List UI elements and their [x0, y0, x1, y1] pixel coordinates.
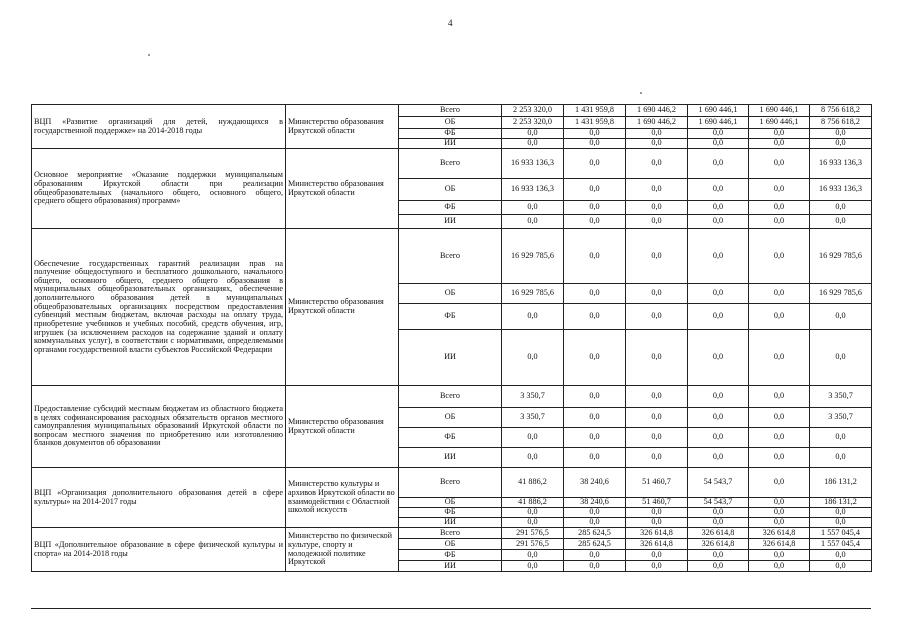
- funding-source: Всего: [399, 468, 502, 498]
- amount-cell: 0,0: [749, 448, 810, 468]
- funding-source: ИИ: [399, 561, 502, 572]
- table-row: [32, 468, 872, 498]
- amount-cell: 285 624,5: [564, 539, 626, 550]
- amount-cell: 0,0: [626, 386, 688, 408]
- amount-cell: 8 756 618,2: [810, 105, 872, 117]
- amount-cell: 1 690 446,1: [749, 105, 810, 117]
- amount-cell: 0,0: [688, 408, 749, 428]
- amount-cell: 16 929 785,6: [502, 284, 564, 304]
- amount-cell: 0,0: [626, 330, 688, 386]
- amount-cell: 0,0: [626, 179, 688, 201]
- funding-source: Всего: [399, 149, 502, 179]
- amount-cell: 41 886,2: [502, 498, 564, 508]
- amount-cell: 0,0: [749, 408, 810, 428]
- funding-source: ИИ: [399, 139, 502, 149]
- amount-cell: 0,0: [810, 330, 872, 386]
- amount-cell: 0,0: [688, 518, 749, 528]
- amount-cell: 0,0: [626, 284, 688, 304]
- amount-cell: 326 614,8: [626, 528, 688, 539]
- amount-cell: 16 933 136,3: [502, 149, 564, 179]
- amount-cell: 0,0: [626, 408, 688, 428]
- amount-cell: 0,0: [810, 428, 872, 448]
- amount-cell: 1 690 446,2: [626, 117, 688, 129]
- amount-cell: 0,0: [564, 408, 626, 428]
- funding-source: Всего: [399, 105, 502, 117]
- amount-cell: 0,0: [749, 518, 810, 528]
- amount-cell: 1 690 446,2: [626, 105, 688, 117]
- amount-cell: 0,0: [688, 386, 749, 408]
- amount-cell: 326 614,8: [626, 539, 688, 550]
- amount-cell: 0,0: [749, 149, 810, 179]
- responsible-ministry: Министерство культуры и архивов Иркутской области во взаимодействии с Областной школой искусств: [286, 468, 399, 528]
- amount-cell: 0,0: [688, 561, 749, 572]
- amount-cell: 0,0: [626, 508, 688, 518]
- amount-cell: 0,0: [749, 201, 810, 215]
- amount-cell: 326 614,8: [749, 528, 810, 539]
- amount-cell: 1 431 959,8: [564, 117, 626, 129]
- amount-cell: 0,0: [564, 561, 626, 572]
- amount-cell: 0,0: [810, 129, 872, 139]
- amount-cell: 1 431 959,8: [564, 105, 626, 117]
- amount-cell: 0,0: [564, 201, 626, 215]
- amount-cell: 0,0: [749, 139, 810, 149]
- amount-cell: 0,0: [749, 508, 810, 518]
- amount-cell: 3 350,7: [810, 408, 872, 428]
- amount-cell: 0,0: [810, 215, 872, 229]
- amount-cell: 0,0: [564, 129, 626, 139]
- amount-cell: 0,0: [502, 428, 564, 448]
- amount-cell: 0,0: [688, 139, 749, 149]
- amount-cell: 8 756 618,2: [810, 117, 872, 129]
- amount-cell: 38 240,6: [564, 468, 626, 498]
- funding-source: ОБ: [399, 539, 502, 550]
- amount-cell: 1 690 446,1: [688, 117, 749, 129]
- amount-cell: 1 690 446,1: [749, 117, 810, 129]
- amount-cell: 41 886,2: [502, 468, 564, 498]
- program-description: ВЦП «Развитие организаций для детей, нуждающихся в государственной поддержке» на 2014-2018 годы: [32, 105, 286, 149]
- funding-source: Всего: [399, 386, 502, 408]
- funding-source: ОБ: [399, 117, 502, 129]
- funding-source: Всего: [399, 528, 502, 539]
- amount-cell: 16 933 136,3: [810, 149, 872, 179]
- amount-cell: 0,0: [502, 561, 564, 572]
- amount-cell: 0,0: [564, 428, 626, 448]
- funding-source: ФБ: [399, 304, 502, 330]
- amount-cell: 291 576,5: [502, 539, 564, 550]
- funding-source: ФБ: [399, 550, 502, 561]
- amount-cell: 0,0: [626, 139, 688, 149]
- responsible-ministry: Министерство по физической культуре, спорту и молодежной политике Иркутской: [286, 528, 399, 572]
- amount-cell: 51 460,7: [626, 498, 688, 508]
- amount-cell: 0,0: [564, 448, 626, 468]
- program-description: Основное мероприятие «Оказание поддержки муниципальным образованиям Иркутской области при реализации общеобразовательных (начального общего, основного общего, среднего общего образования) программ»: [32, 149, 286, 229]
- amount-cell: 3 350,7: [810, 386, 872, 408]
- amount-cell: 0,0: [688, 284, 749, 304]
- funding-source: ФБ: [399, 508, 502, 518]
- amount-cell: 0,0: [564, 284, 626, 304]
- amount-cell: 186 131,2: [810, 498, 872, 508]
- amount-cell: 0,0: [626, 149, 688, 179]
- amount-cell: 0,0: [564, 550, 626, 561]
- amount-cell: 0,0: [564, 149, 626, 179]
- scan-speck: [640, 92, 642, 94]
- funding-source: Всего: [399, 229, 502, 284]
- funding-source: ОБ: [399, 284, 502, 304]
- bottom-rule: [31, 608, 871, 609]
- amount-cell: 51 460,7: [626, 468, 688, 498]
- amount-cell: 0,0: [502, 201, 564, 215]
- responsible-ministry: Министерство образования Иркутской области: [286, 149, 399, 229]
- amount-cell: 0,0: [564, 304, 626, 330]
- amount-cell: 0,0: [688, 508, 749, 518]
- amount-cell: 0,0: [626, 215, 688, 229]
- funding-source: ОБ: [399, 179, 502, 201]
- amount-cell: 0,0: [502, 139, 564, 149]
- program-description: Предоставление субсидий местным бюджетам из областного бюджета в целях софинансирования расходных обязательств органов местного самоуправления муниципальных образований Иркутской области по вопросам местного значения по приобретению или изготовлению бланков документов об образовании: [32, 386, 286, 468]
- funding-source: ФБ: [399, 129, 502, 139]
- responsible-ministry: Министерство образования Иркутской области: [286, 105, 399, 149]
- amount-cell: 0,0: [688, 201, 749, 215]
- amount-cell: 16 929 785,6: [502, 229, 564, 284]
- funding-source: ИИ: [399, 518, 502, 528]
- amount-cell: 38 240,6: [564, 498, 626, 508]
- amount-cell: 0,0: [564, 139, 626, 149]
- amount-cell: 0,0: [502, 518, 564, 528]
- amount-cell: 0,0: [564, 330, 626, 386]
- amount-cell: 0,0: [688, 428, 749, 448]
- amount-cell: 0,0: [688, 149, 749, 179]
- amount-cell: 0,0: [626, 129, 688, 139]
- program-description: ВЦП «Дополнительное образование в сфере физической культуры и спорта» на 2014-2018 годы: [32, 528, 286, 572]
- amount-cell: 291 576,5: [502, 528, 564, 539]
- responsible-ministry: Министерство образования Иркутской области: [286, 386, 399, 468]
- amount-cell: 0,0: [564, 215, 626, 229]
- amount-cell: 0,0: [564, 179, 626, 201]
- amount-cell: 0,0: [749, 229, 810, 284]
- amount-cell: 0,0: [810, 550, 872, 561]
- amount-cell: 0,0: [564, 518, 626, 528]
- funding-source: ФБ: [399, 428, 502, 448]
- amount-cell: 0,0: [626, 201, 688, 215]
- table-row: [32, 528, 872, 539]
- amount-cell: 0,0: [810, 448, 872, 468]
- amount-cell: 0,0: [749, 561, 810, 572]
- amount-cell: 0,0: [749, 284, 810, 304]
- amount-cell: 0,0: [688, 448, 749, 468]
- amount-cell: 16 929 785,6: [810, 229, 872, 284]
- program-description: Обеспечение государственных гарантий реализации прав на получение общедоступного и бесплатного дошкольного, начального общего, основного общего, среднего общего образования в муниципальных общеобразовательных организациях, обеспечение дополнительного образования детей в муниципальных общеобразовательных организациях посредством предоставления субвенций местным бюджетам, включая расходы на оплату труда, приобретение учебников и учебных пособий, средств обучения, игр, игрушек (за исключением расходов на содержание зданий и оплату коммунальных услуг), в соответствии с нормативами, определяемыми органами государственной власти субъектов Российской Федерации: [32, 229, 286, 386]
- amount-cell: 0,0: [749, 498, 810, 508]
- funding-source: ИИ: [399, 215, 502, 229]
- amount-cell: 1 690 446,1: [688, 105, 749, 117]
- page-number: 4: [448, 18, 453, 28]
- amount-cell: 16 933 136,3: [502, 179, 564, 201]
- amount-cell: 2 253 320,0: [502, 117, 564, 129]
- amount-cell: 0,0: [502, 508, 564, 518]
- budget-table: [31, 104, 872, 572]
- responsible-ministry: Министерство образования Иркутской области: [286, 229, 399, 386]
- amount-cell: 0,0: [626, 304, 688, 330]
- funding-source: ФБ: [399, 201, 502, 215]
- amount-cell: 0,0: [502, 215, 564, 229]
- amount-cell: 0,0: [749, 386, 810, 408]
- amount-cell: 16 933 136,3: [810, 179, 872, 201]
- amount-cell: 0,0: [688, 215, 749, 229]
- amount-cell: 0,0: [749, 304, 810, 330]
- amount-cell: 0,0: [564, 229, 626, 284]
- amount-cell: 0,0: [749, 428, 810, 448]
- amount-cell: 0,0: [502, 330, 564, 386]
- amount-cell: 285 624,5: [564, 528, 626, 539]
- amount-cell: 1 557 045,4: [810, 539, 872, 550]
- amount-cell: 0,0: [564, 386, 626, 408]
- amount-cell: 54 543,7: [688, 498, 749, 508]
- amount-cell: 0,0: [688, 129, 749, 139]
- amount-cell: 0,0: [749, 129, 810, 139]
- amount-cell: 54 543,7: [688, 468, 749, 498]
- table-row: [32, 229, 872, 284]
- amount-cell: 0,0: [688, 304, 749, 330]
- amount-cell: 3 350,7: [502, 408, 564, 428]
- funding-source: ИИ: [399, 448, 502, 468]
- table-row: [32, 105, 872, 117]
- amount-cell: 0,0: [564, 508, 626, 518]
- amount-cell: 1 557 045,4: [810, 528, 872, 539]
- amount-cell: 0,0: [626, 448, 688, 468]
- amount-cell: 2 253 320,0: [502, 105, 564, 117]
- amount-cell: 0,0: [688, 179, 749, 201]
- amount-cell: 0,0: [626, 518, 688, 528]
- amount-cell: 0,0: [810, 139, 872, 149]
- funding-source: ОБ: [399, 498, 502, 508]
- amount-cell: 326 614,8: [749, 539, 810, 550]
- amount-cell: 0,0: [810, 304, 872, 330]
- amount-cell: 0,0: [810, 508, 872, 518]
- amount-cell: 0,0: [810, 201, 872, 215]
- table-row: [32, 386, 872, 408]
- amount-cell: 0,0: [688, 229, 749, 284]
- amount-cell: 0,0: [502, 448, 564, 468]
- amount-cell: 0,0: [626, 428, 688, 448]
- amount-cell: 0,0: [626, 229, 688, 284]
- amount-cell: 0,0: [749, 179, 810, 201]
- amount-cell: 0,0: [688, 330, 749, 386]
- amount-cell: 326 614,8: [688, 539, 749, 550]
- scan-speck: [148, 54, 150, 56]
- amount-cell: 0,0: [626, 550, 688, 561]
- amount-cell: 186 131,2: [810, 468, 872, 498]
- amount-cell: 0,0: [502, 129, 564, 139]
- amount-cell: 326 614,8: [688, 528, 749, 539]
- amount-cell: 0,0: [626, 561, 688, 572]
- amount-cell: 3 350,7: [502, 386, 564, 408]
- amount-cell: 0,0: [810, 561, 872, 572]
- amount-cell: 0,0: [749, 330, 810, 386]
- amount-cell: 16 929 785,6: [810, 284, 872, 304]
- amount-cell: 0,0: [810, 518, 872, 528]
- amount-cell: 0,0: [502, 550, 564, 561]
- amount-cell: 0,0: [749, 468, 810, 498]
- amount-cell: 0,0: [749, 215, 810, 229]
- program-description: ВЦП «Организация дополнительного образования детей в сфере культуры» на 2014-2017 годы: [32, 468, 286, 528]
- table-row: [32, 149, 872, 179]
- amount-cell: 0,0: [502, 304, 564, 330]
- amount-cell: 0,0: [749, 550, 810, 561]
- amount-cell: 0,0: [688, 550, 749, 561]
- funding-source: ОБ: [399, 408, 502, 428]
- funding-source: ИИ: [399, 330, 502, 386]
